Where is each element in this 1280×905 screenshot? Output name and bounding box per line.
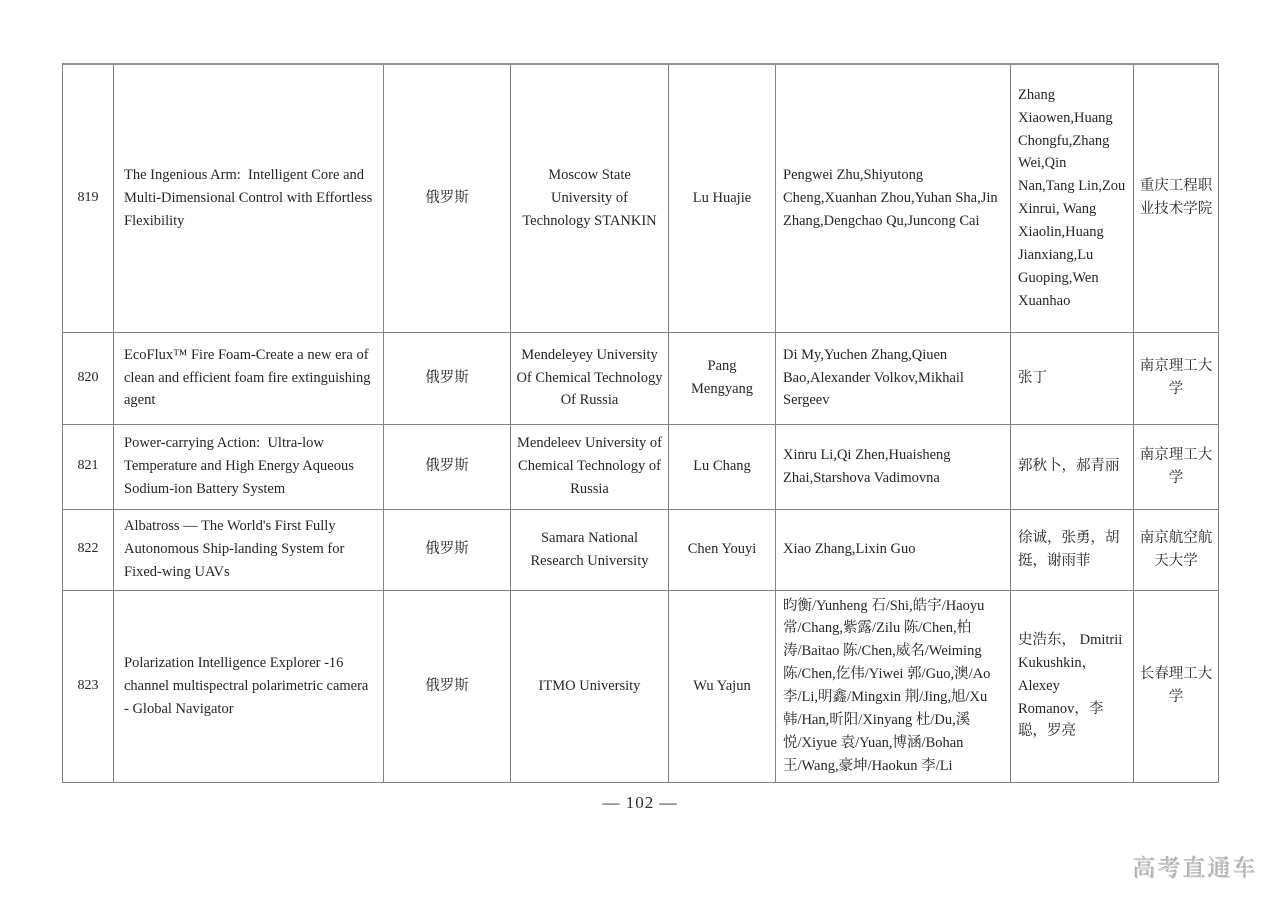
cell-university: ITMO University: [511, 590, 669, 782]
cell-advisors: Zhang Xiaowen,Huang Chongfu,Zhang Wei,Qin Nan,Tang Lin,Zou Xinrui, Wang Xiaolin,Huang Jianxiang,Lu Guoping,Wen Xuanhao: [1011, 64, 1134, 332]
watermark-text: 高考直通车: [1133, 855, 1258, 881]
cell-university: Mendeleev University of Chemical Technology of Russia: [511, 424, 669, 509]
cell-institution: 南京航空航天大学: [1134, 509, 1219, 590]
table-row: [63, 509, 1219, 590]
cell-project-title: Power-carrying Action: Ultra-low Temperature and High Energy Aqueous Sodium-ion Battery System: [114, 424, 384, 509]
cell-entry-number: 819: [63, 64, 114, 332]
cell-project-title: Albatross — The World's First Fully Autonomous Ship-landing System for Fixed-wing UAVs: [114, 509, 384, 590]
cell-team-members: 昀衡/Yunheng 石/Shi,皓宇/Haoyu 常/Chang,紫露/Zilu 陈/Chen,柏涛/Baitao 陈/Chen,威名/Weiming 陈/Chen,仡伟/Yiwei 郭/Guo,澳/Ao 李/Li,明鑫/Mingxin 荆/Jing,旭/Xu 韩/Han,昕阳/Xinyang 杜/Du,溪悦/Xiyue 袁/Yuan,博涵/Bohan 王/Wang,豪坤/Haokun 李/Li: [776, 590, 1011, 782]
table-row: [63, 64, 1219, 332]
cell-university: Mendeleyey University Of Chemical Technology Of Russia: [511, 332, 669, 424]
cell-project-title: EcoFlux™ Fire Foam-Create a new era of clean and efficient foam fire extinguishing agent: [114, 332, 384, 424]
cell-leader-name: Lu Huajie: [669, 64, 776, 332]
table-row: [63, 590, 1219, 782]
cell-institution: 南京理工大学: [1134, 424, 1219, 509]
cell-country: 俄罗斯: [384, 590, 511, 782]
cell-country: 俄罗斯: [384, 332, 511, 424]
cell-leader-name: Chen Youyi: [669, 509, 776, 590]
table-row: [63, 332, 1219, 424]
cell-leader-name: Lu Chang: [669, 424, 776, 509]
cell-team-members: Xinru Li,Qi Zhen,Huaisheng Zhai,Starshova Vadimovna: [776, 424, 1011, 509]
cell-advisors: 郭秋卜，郝青丽: [1011, 424, 1134, 509]
cell-leader-name: Pang Mengyang: [669, 332, 776, 424]
cell-entry-number: 820: [63, 332, 114, 424]
cell-institution: 重庆工程职业技术学院: [1134, 64, 1219, 332]
cell-team-members: Pengwei Zhu,Shiyutong Cheng,Xuanhan Zhou,Yuhan Sha,Jin Zhang,Dengchao Qu,Juncong Cai: [776, 64, 1011, 332]
cell-team-members: Di My,Yuchen Zhang,Qiuen Bao,Alexander Volkov,Mikhail Sergeev: [776, 332, 1011, 424]
cell-entry-number: 821: [63, 424, 114, 509]
cell-institution: 长春理工大学: [1134, 590, 1219, 782]
cell-team-members: Xiao Zhang,Lixin Guo: [776, 509, 1011, 590]
cell-country: 俄罗斯: [384, 509, 511, 590]
cell-country: 俄罗斯: [384, 424, 511, 509]
cell-project-title: Polarization Intelligence Explorer -16 channel multispectral polarimetric camera - Global Navigator: [114, 590, 384, 782]
cell-entry-number: 822: [63, 509, 114, 590]
table-row: [63, 424, 1219, 509]
cell-country: 俄罗斯: [384, 64, 511, 332]
cell-advisors: 徐诚，张勇，胡挺，谢雨菲: [1011, 509, 1134, 590]
cell-entry-number: 823: [63, 590, 114, 782]
cell-advisors: 张丁: [1011, 332, 1134, 424]
cell-project-title: The Ingenious Arm: Intelligent Core and Multi-Dimensional Control with Effortless Flexibility: [114, 64, 384, 332]
cell-university: Samara National Research University: [511, 509, 669, 590]
cell-university: Moscow State University of Technology STANKIN: [511, 64, 669, 332]
award-table: [62, 63, 1219, 783]
cell-leader-name: Wu Yajun: [669, 590, 776, 782]
cell-advisors: 史浩东， Dmitrii Kukushkin，Alexey Romanov，李聪，罗亮: [1011, 590, 1134, 782]
page-number: — 102 —: [602, 793, 678, 812]
cell-institution: 南京理工大学: [1134, 332, 1219, 424]
